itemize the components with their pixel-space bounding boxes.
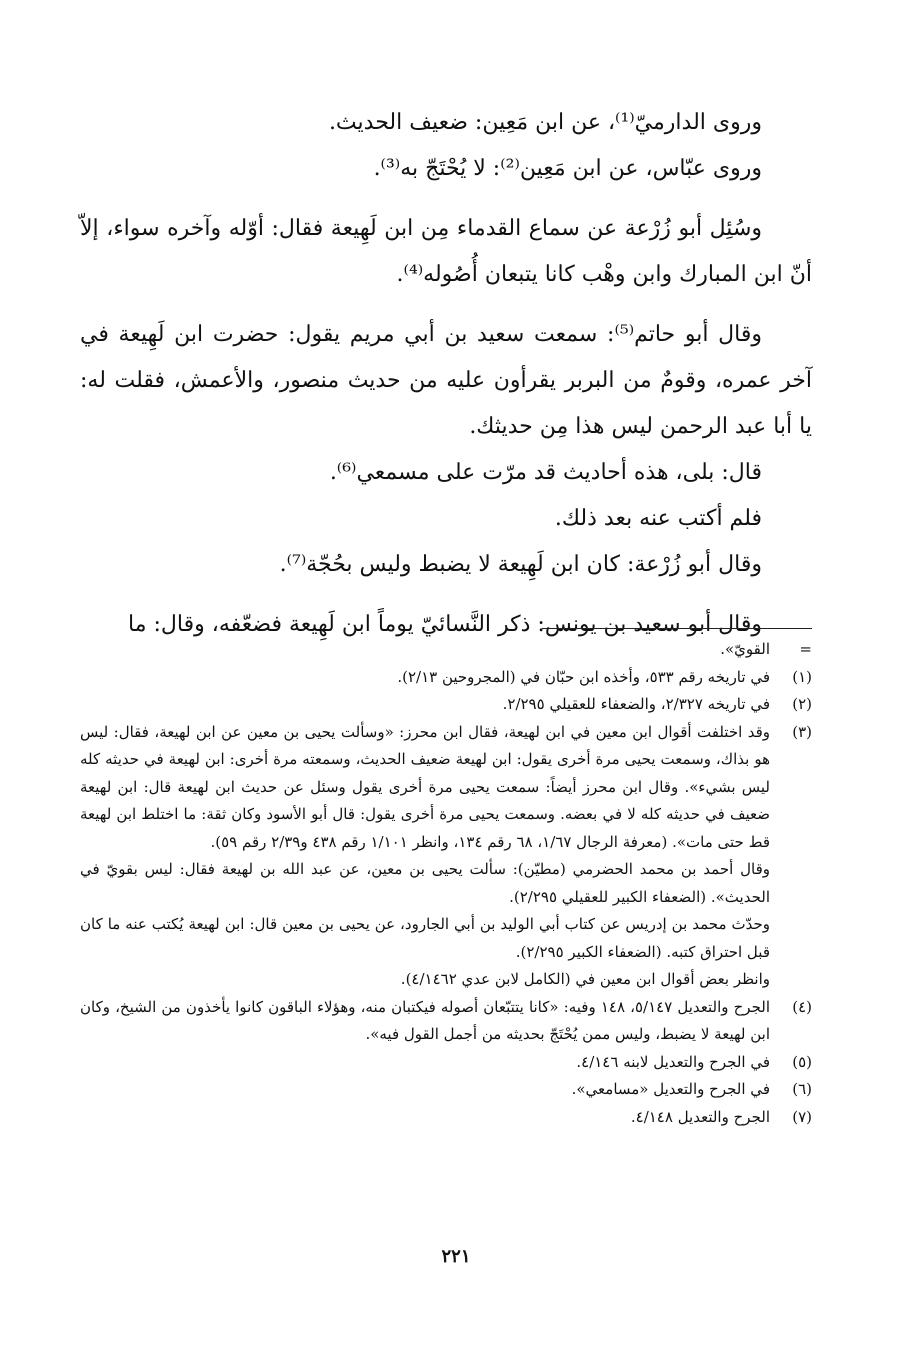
footnote-7-mark: (٧) xyxy=(792,1107,812,1126)
paragraph-6: فلم أكتب عنه بعد ذلك. xyxy=(554,506,762,531)
footnote-2-mark: (٢) xyxy=(792,695,812,713)
footnote-3-mark: (٣) xyxy=(792,722,812,741)
footnote-1-text: في تاريخه رقم ٥٣٣، وأخذه ابن حبّان في (المجروحين ٢/١٣). xyxy=(397,667,770,686)
paragraph-5: قال: بلى، هذه أحاديث قد مرّت على مسمعي⁽⁶⁾. xyxy=(329,460,762,485)
footnotes xyxy=(80,636,812,1131)
footnote-3-part-1: وقد اختلفت أقوال ابن معين في ابن لهيعة، فقال ابن محرز: «وسألت يحيى بن معين عن ابن لهيعة، فقال: ليس هو بذاك، وسمعت يحيى مرة أخرى يقول: ابن لهيعة ضعيف الحديث، وسمعته مرة أخرى: ابن لهيعة في حديثه كله ليس بشيء». وقال ابن محرز أيضاً: سمعت يحيى مرة أخرى يقول وسئل عن حديث ابن لهيعة قال: ابن لهيعة ضعيف في حديثه كله لا في بعضه. وسمعت يحيى مرة أخرى يقول: قال أبو الأسود وكان ثقة: ما اختلط ابن لهيعة قط حتى مات». (معرفة الرجال ١/٦٧، ٦٨ رقم ١٣٤، وانظر ١/١٠١ رقم ٤٣٨ و٢/٣٩ رقم ٥٩). xyxy=(80,722,770,851)
footnote-5-text: في الجرح والتعديل لابنه ٤/١٤٦. xyxy=(576,1052,770,1071)
footnote-separator xyxy=(542,628,812,629)
paragraph-8: وقال أبو سعيد بن يونس: ذكر النَّسائيّ يوماً ابن لَهِيعة فضعّفه، وقال: ما xyxy=(128,612,762,637)
footnote-3 xyxy=(80,719,812,994)
footnote-5-mark: (٥) xyxy=(792,1052,812,1071)
footnote-3-body xyxy=(80,719,770,994)
footnote-3-part-4: وانظر بعض أقوال ابن معين في (الكامل لابن عدي ٤/١٤٦٢). xyxy=(400,970,770,988)
footnote-1 xyxy=(80,664,812,692)
footnote-3-part-2: وقال أحمد بن محمد الحضرمي (مطيّن): سألت يحيى بن معين، عن عبد الله بن لهيعة فقال: ليس بقويّ في الحديث». (الضعفاء الكبير للعقيلي ٢/٢٩٥). xyxy=(80,860,770,906)
footnote-continuation xyxy=(80,636,812,664)
footnote-6-text: في الجرح والتعديل «مسامعي». xyxy=(571,1080,770,1098)
footnote-6-mark: (٦) xyxy=(792,1080,812,1098)
footnote-continuation-mark: = xyxy=(799,640,812,658)
paragraph-2: وروى عبّاس، عن ابن مَعِين⁽²⁾: لا يُحْتَجّ به⁽³⁾. xyxy=(373,156,762,181)
footnote-2 xyxy=(80,691,812,719)
footnote-2-text: في تاريخه ٢/٣٢٧، والضعفاء للعقيلي ٢/٢٩٥. xyxy=(502,695,770,713)
main-text xyxy=(80,100,812,648)
footnote-1-mark: (١) xyxy=(792,667,812,686)
footnote-6 xyxy=(80,1076,812,1104)
paragraph-1: وروى الدارميّ⁽¹⁾، عن ابن مَعِين: ضعيف الحديث. xyxy=(328,110,762,135)
footnote-4 xyxy=(80,994,812,1049)
page-number: ٢٢١ xyxy=(441,1246,471,1267)
footnote-7 xyxy=(80,1104,812,1132)
footnote-continuation-text: القويّ». xyxy=(720,640,770,658)
footnote-7-text: الجرح والتعديل ٤/١٤٨. xyxy=(630,1107,770,1126)
paragraph-7: وقال أبو زُرْعة: كان ابن لَهِيعة لا يضبط وليس بحُجّة⁽⁷⁾. xyxy=(279,552,762,577)
footnote-4-text: الجرح والتعديل ٥/١٤٧، ١٤٨ وفيه: «كانا يتتبّعان أصوله فيكتبان منه، وهؤلاء الباقون كانوا يأخذون من الشيخ، وكان ابن لهيعة لا يضبط، وليس ممن يُحْتَجّ بحديثه من أجمل القول فيه». xyxy=(80,997,771,1043)
footnote-5 xyxy=(80,1049,812,1077)
footnote-3-part-3: وحدّث محمد بن إدريس عن كتاب أبي الوليد بن أبي الجارود، عن يحيى بن معين قال: ابن لهيعة يُكتب عنه ما كان قبل احتراق كتبه. (الضعفاء الكبير ٢/٢٩٥). xyxy=(80,915,770,961)
footnote-4-mark: (٤) xyxy=(792,997,812,1016)
paragraph-4: وقال أبو حاتم⁽⁵⁾: سمعت سعيد بن أبي مريم يقول: حضرت ابن لَهِيعة في آخر عمره، وقومٌ من البربر يقرأون عليه من حديث منصور، والأعمش، فقلت له: يا أبا عبد الرحمن ليس هذا مِن حديثك. xyxy=(80,322,812,439)
paragraph-3: وسُئِل أبو زُرْعة عن سماع القدماء مِن ابن لَهِيعة فقال: أوّله وآخره سواء، إلاّ أنّ ابن المبارك وابن وهْب كانا يتبعان أُصُوله⁽⁴⁾. xyxy=(80,216,812,287)
